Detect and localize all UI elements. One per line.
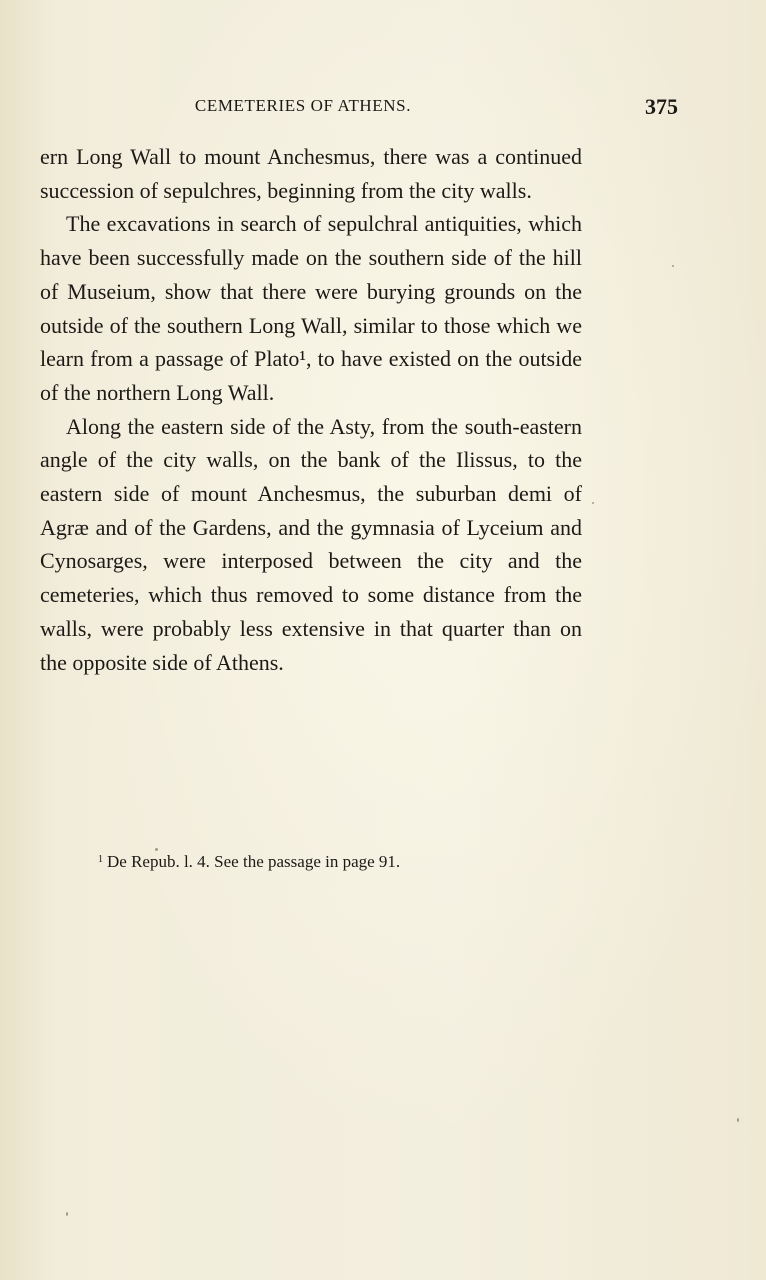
paragraph-excavations: The excavations in search of sepulchral antiquities, which have been successfully made on the southern side of the hill of Museium, show that there were burying grounds on the outside of the southern Long Wall, similar to those which we learn from a passage of Plato¹, to have existed on the outside of the northern Long Wall. <box>40 211 582 405</box>
running-title: CEMETERIES OF ATHENS. <box>194 96 412 115</box>
paragraph-continuation: ern Long Wall to mount Anchesmus, there was a continued succession of sepulchres, beginning from the city walls. <box>40 144 582 203</box>
paper-speck <box>672 265 674 267</box>
footnote-text: De Repub. l. 4. See the passage in page 91. <box>107 852 401 871</box>
running-head <box>38 94 678 122</box>
page-number: 375 <box>645 94 678 119</box>
footnote-marker: 1 <box>98 854 103 865</box>
paper-speck <box>66 1212 68 1216</box>
paper-speck <box>592 502 594 504</box>
paper-speck <box>155 848 158 851</box>
paper-speck <box>737 1118 739 1122</box>
paragraph-eastern-side: Along the eastern side of the Asty, from the south-eastern angle of the city walls, on the bank of the Ilissus, to the eastern side of mount Anchesmus, the suburban demi of Agræ and of the Gardens, and the gymnasia of Lyceium and Cynosarges, were interposed between the city and the cemeteries, which thus removed to some distance from the walls, were probably less extensive in that quarter than on the opposite side of Athens. <box>40 413 582 675</box>
body-text <box>40 140 582 679</box>
footnote <box>98 848 578 874</box>
